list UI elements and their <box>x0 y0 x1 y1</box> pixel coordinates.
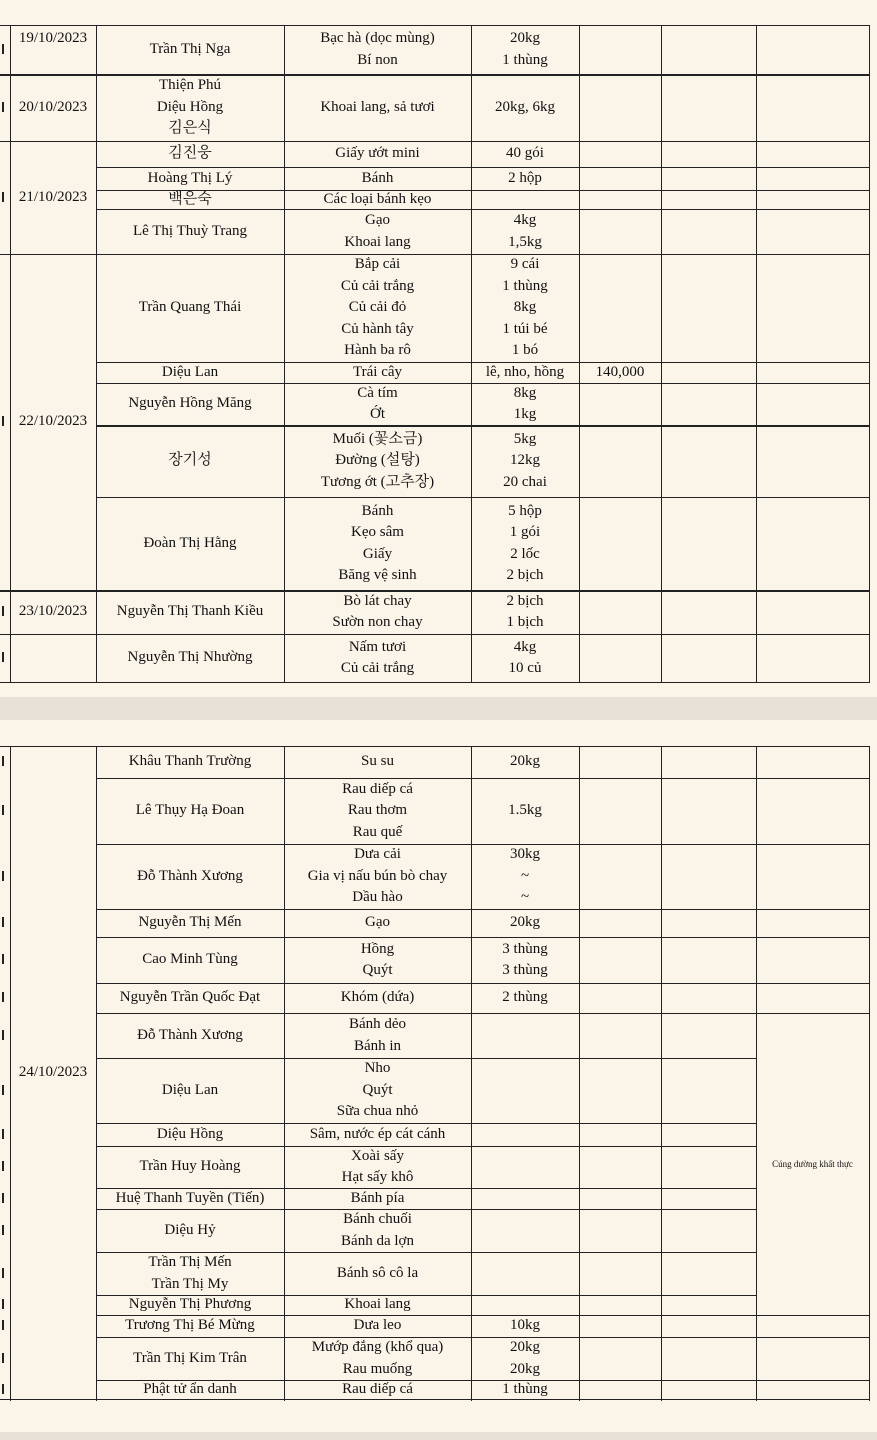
donor-name <box>96 1123 284 1146</box>
quantity <box>471 1188 579 1209</box>
quantity-line: 40 gói <box>506 145 544 162</box>
quantity-line: 4kg <box>513 638 537 655</box>
row-number-mark <box>0 1320 4 1330</box>
donor-name-line: Cao Minh Tùng <box>142 951 238 968</box>
donated-items-line: Bánh dẻo <box>348 1016 407 1032</box>
donor-name <box>96 1380 284 1399</box>
donated-items-line: Sữa chua nhỏ <box>336 1103 419 1120</box>
donor-name <box>96 1188 284 1209</box>
donor-name-line: Nguyễn Thị Thanh Kiều <box>116 603 264 620</box>
donated-items <box>284 254 471 362</box>
donor-name <box>96 209 284 254</box>
donor-name-line: Trần Thị Kim Trân <box>133 1349 247 1366</box>
quantity-line: 20kg <box>510 753 540 770</box>
row-number-mark <box>0 756 4 766</box>
donor-name-line: Nguyễn Thị Mến <box>138 914 242 931</box>
quantity <box>471 937 579 983</box>
donor-name-line: Nguyễn Trần Quốc Đạt <box>119 989 261 1006</box>
donor-name-line: Thiện Phú <box>158 77 222 94</box>
donor-name <box>96 1146 284 1188</box>
donated-items <box>284 425 471 497</box>
quantity-line: 1 thùng <box>502 277 548 294</box>
quantity <box>471 634 579 682</box>
quantity-line: 1 bó <box>511 342 539 359</box>
donor-name-line: Trần Huy Hoàng <box>139 1158 241 1175</box>
quantity-line: 4kg <box>513 212 537 228</box>
donated-items-line: Sâm, nước ép cát cánh <box>309 1125 446 1142</box>
quantity <box>471 1315 579 1337</box>
quantity <box>471 383 579 425</box>
donated-items-line: Kẹo sâm <box>351 524 404 540</box>
donor-name-line: Trần Thị Mến <box>148 1254 232 1270</box>
note-cell <box>756 1013 869 1315</box>
row-number-mark <box>0 917 4 927</box>
quantity-line: 8kg <box>513 384 537 401</box>
donated-items-line: Giấy <box>362 545 393 562</box>
donor-name-line: Diệu Hồng <box>156 98 224 115</box>
row-number-mark <box>0 1193 4 1203</box>
note-cell-line: Cúng dường khất thực <box>772 1158 853 1169</box>
quantity-line: ~ <box>520 889 530 906</box>
quantity <box>471 746 579 778</box>
donor-name-line: Lê Thụy Hạ Đoan <box>135 802 245 819</box>
donated-items-line: Băng vệ sinh <box>338 567 417 583</box>
donor-name <box>96 1295 284 1315</box>
amount-line: 140,000 <box>595 363 645 380</box>
donor-name <box>96 1058 284 1123</box>
donated-items-line: Hành ba rô <box>344 342 411 359</box>
donor-name <box>96 167 284 190</box>
row-number-mark <box>0 992 4 1002</box>
donated-items <box>284 983 471 1013</box>
quantity-line: 20kg <box>510 1339 540 1355</box>
donated-items <box>284 1188 471 1209</box>
donated-items-line: Rau thơm <box>347 802 408 819</box>
donated-items-line: Tương ớt (고추장) <box>320 473 435 490</box>
row-number-mark <box>0 1353 4 1363</box>
quantity-line: 12kg <box>510 452 540 469</box>
row-number-mark <box>0 1129 4 1139</box>
donated-items <box>284 167 471 190</box>
quantity-line: lê, nho, hồng <box>485 363 565 380</box>
donated-items-line: Su su <box>361 753 394 770</box>
donor-name <box>96 74 284 141</box>
donor-name-line: Trương Thị Bé Mừng <box>125 1317 255 1334</box>
quantity-line: 3 thùng <box>502 940 548 957</box>
date-cell-line: 22/10/2023 <box>18 413 88 430</box>
donated-items-line: Củ cải trắng <box>340 660 415 676</box>
date-cell <box>10 590 96 634</box>
donor-name-line: Khâu Thanh Trường <box>128 753 252 770</box>
quantity <box>471 1123 579 1146</box>
page-gap-bottom <box>0 1432 877 1440</box>
quantity-line: 2 bịch <box>506 592 544 609</box>
donated-items <box>284 1337 471 1380</box>
donor-name <box>96 590 284 634</box>
donated-items <box>284 141 471 167</box>
donor-name <box>96 1209 284 1252</box>
donor-name-line: Diệu Lan <box>161 1081 219 1098</box>
donor-name-line: Hoàng Thị Lý <box>147 169 233 186</box>
row-number-mark <box>0 416 4 426</box>
donated-items <box>284 1058 471 1123</box>
donated-items-line: Bánh in <box>353 1037 402 1054</box>
donated-items-line: Nấm tươi <box>348 638 407 655</box>
grid-col-line-3 <box>579 25 580 683</box>
row-number-mark <box>0 954 4 964</box>
row-number-mark <box>0 606 4 616</box>
donor-name-line: 백은숙 <box>168 190 212 207</box>
quantity <box>471 1058 579 1123</box>
grid-col-line-6 <box>869 746 870 1401</box>
quantity-line: ~ <box>520 867 530 884</box>
donated-items-line: Quýt <box>362 1081 393 1098</box>
page-gap <box>0 697 877 720</box>
grid-col-line-4 <box>661 25 662 683</box>
quantity <box>471 254 579 362</box>
quantity-line: 20kg <box>510 914 540 931</box>
quantity <box>471 1380 579 1399</box>
donated-items <box>284 746 471 778</box>
quantity <box>471 1295 579 1315</box>
quantity-line: 2 bịch <box>506 567 544 583</box>
amount <box>579 362 661 383</box>
donor-name <box>96 25 284 74</box>
date-cell <box>10 634 96 682</box>
donated-items <box>284 1315 471 1337</box>
row-number-mark <box>0 44 4 54</box>
donated-items-line: Quýt <box>362 962 393 978</box>
donor-name <box>96 909 284 937</box>
quantity-line: 8kg <box>513 299 537 316</box>
donor-name-line: Nguyễn Thị Phương <box>128 1296 252 1313</box>
date-cell-line: 23/10/2023 <box>18 603 88 620</box>
donor-name <box>96 425 284 497</box>
donor-name <box>96 1337 284 1380</box>
quantity <box>471 497 579 590</box>
donor-name-line: Đỗ Thành Xương <box>137 867 243 884</box>
donated-items <box>284 937 471 983</box>
donated-items <box>284 1252 471 1295</box>
donated-items <box>284 497 471 590</box>
donated-items-line: Cà tím <box>357 384 398 401</box>
donated-items <box>284 190 471 209</box>
donor-name <box>96 634 284 682</box>
date-cell <box>10 74 96 141</box>
quantity <box>471 844 579 909</box>
donor-name <box>96 778 284 844</box>
date-cell <box>10 746 96 1399</box>
donor-name-line: Nguyễn Hồng Măng <box>128 395 252 412</box>
donated-items-line: Đường (설탕) <box>335 452 420 469</box>
row-number-mark <box>0 102 4 112</box>
donated-items <box>284 1123 471 1146</box>
donated-items-line: Bò lát chay <box>343 592 412 609</box>
quantity <box>471 909 579 937</box>
donated-items-line: Mướp đắng (khổ qua) <box>311 1339 444 1355</box>
donor-name <box>96 1013 284 1058</box>
date-cell-line: 24/10/2023 <box>18 1063 88 1080</box>
donated-items-line: Rau quế <box>352 823 403 840</box>
donor-name <box>96 844 284 909</box>
quantity <box>471 74 579 141</box>
donated-items <box>284 1013 471 1058</box>
row-number-mark <box>0 1299 4 1309</box>
donated-items-line: Bạc hà (dọc mùng) <box>320 30 435 46</box>
quantity-line: 5kg <box>513 430 537 447</box>
donated-items-line: Bánh da lợn <box>341 1232 414 1249</box>
donated-items-line: Rau muống <box>342 1360 413 1377</box>
quantity-line: 20kg, 6kg <box>495 98 555 115</box>
quantity-line: 30kg <box>510 846 540 863</box>
donated-items-line: Bí non <box>357 51 398 68</box>
donor-name-line: Diệu Hồng <box>156 1125 224 1142</box>
donated-items <box>284 1380 471 1399</box>
row-number-mark <box>0 1161 4 1171</box>
donated-items-line: Bánh chuối <box>343 1211 412 1227</box>
row-number-mark <box>0 1030 4 1040</box>
donated-items-line: Củ hành tây <box>341 320 414 337</box>
donated-items-line: Khoai lang <box>344 1296 411 1313</box>
donated-items <box>284 778 471 844</box>
donated-items-line: Rau diếp cá <box>342 1380 413 1397</box>
donated-items-line: Hồng <box>360 940 395 957</box>
donated-items-line: Khoai lang <box>344 233 411 250</box>
row-number-mark <box>0 1225 4 1235</box>
quantity-line: 1,5kg <box>508 233 542 250</box>
donated-items-line: Sườn non chay <box>332 614 423 630</box>
grid-col-line-6 <box>869 25 870 683</box>
quantity-line: 2 hộp <box>508 169 542 186</box>
quantity-line: 1kg <box>513 406 537 422</box>
donor-name-line: Trần Thị My <box>151 1275 229 1292</box>
quantity <box>471 1337 579 1380</box>
date-cell <box>10 254 96 590</box>
donor-name-line: Đỗ Thành Xương <box>137 1026 243 1043</box>
donated-items <box>284 74 471 141</box>
date-cell-line: 21/10/2023 <box>18 188 88 205</box>
donor-name-line: 장기성 <box>168 452 212 469</box>
donated-items-line: Bắp cải <box>354 256 401 273</box>
donor-name <box>96 141 284 167</box>
donated-items-line: Ớt <box>370 406 385 422</box>
donation-sheet-bottom <box>0 720 877 1432</box>
donation-sheet-top <box>0 0 877 697</box>
donated-items-line: Bánh sô cô la <box>336 1264 419 1281</box>
grid-row-line-17 <box>0 1399 869 1400</box>
quantity <box>471 1209 579 1252</box>
quantity <box>471 362 579 383</box>
donor-name-line: Diệu Lan <box>161 363 219 380</box>
donated-items-line: Nho <box>364 1060 391 1077</box>
quantity <box>471 778 579 844</box>
donor-name <box>96 383 284 425</box>
date-cell <box>10 25 96 52</box>
date-cell-line: 19/10/2023 <box>18 29 88 46</box>
quantity <box>471 25 579 74</box>
donor-name <box>96 937 284 983</box>
donated-items-line: Rau diếp cá <box>342 780 413 797</box>
donated-items <box>284 1209 471 1252</box>
donated-items-line: Khoai lang, sả tươi <box>320 98 435 115</box>
quantity <box>471 209 579 254</box>
quantity <box>471 190 579 209</box>
donated-items <box>284 1295 471 1315</box>
donor-name-line: Diệu Hỷ <box>164 1221 216 1238</box>
quantity-line: 10kg <box>510 1317 540 1334</box>
donor-name <box>96 983 284 1013</box>
donated-items-line: Các loại bánh kẹo <box>323 190 432 207</box>
donor-name <box>96 362 284 383</box>
donor-name-line: Trần Thị Nga <box>149 40 231 57</box>
quantity-line: 3 thùng <box>502 962 548 978</box>
donor-name <box>96 1252 284 1295</box>
donated-items-line: Giấy ướt mini <box>335 145 420 162</box>
quantity <box>471 167 579 190</box>
donor-name-line: Lê Thị Thuỳ Trang <box>132 222 248 239</box>
quantity-line: 20 chai <box>503 473 547 490</box>
row-number-mark <box>0 192 4 202</box>
donated-items <box>284 1146 471 1188</box>
donor-name-line: 김진웅 <box>168 145 212 162</box>
row-number-mark <box>0 652 4 662</box>
donor-name-line: Phật tử ẩn danh <box>143 1380 237 1397</box>
donated-items-line: Gạo <box>365 914 390 931</box>
donated-items-line: Củ cải đỏ <box>348 299 407 316</box>
donor-name <box>96 190 284 209</box>
quantity-line: 2 thùng <box>502 989 548 1006</box>
donated-items-line: Dưa cải <box>354 846 401 863</box>
quantity-line: 9 cái <box>510 256 540 273</box>
row-number-mark <box>0 871 4 881</box>
donated-items <box>284 209 471 254</box>
donated-items-line: Xoài sấy <box>351 1147 404 1164</box>
date-cell <box>10 141 96 254</box>
quantity-line: 20kg <box>510 30 540 46</box>
donor-name <box>96 746 284 778</box>
donated-items-line: Gạo <box>365 212 390 228</box>
donated-items-line: Trái cây <box>352 363 403 380</box>
donated-items <box>284 25 471 74</box>
donor-name-line: Huệ Thanh Tuyền (Tiến) <box>115 1189 265 1206</box>
donated-items <box>284 844 471 909</box>
quantity <box>471 1146 579 1188</box>
quantity-line: 5 hộp <box>508 502 542 519</box>
quantity-line: 1 bịch <box>506 614 544 630</box>
grid-row-line-13 <box>0 682 869 683</box>
donated-items <box>284 383 471 425</box>
donated-items-line: Củ cải trắng <box>340 277 415 294</box>
donor-name-line: Nguyễn Thị Nhường <box>127 649 253 666</box>
donated-items-line: Khóm (dứa) <box>340 989 415 1006</box>
donated-items <box>284 634 471 682</box>
donated-items-line: Gia vị nấu bún bò chay <box>307 867 448 884</box>
row-number-mark <box>0 805 4 815</box>
donor-name <box>96 254 284 362</box>
quantity-line: 2 lốc <box>510 545 540 562</box>
donor-name <box>96 497 284 590</box>
quantity-line: 1 gói <box>509 524 541 540</box>
donated-items-line: Bánh <box>361 169 394 186</box>
row-number-mark <box>0 1085 4 1095</box>
donated-items-line: Muối (꽃소금) <box>332 430 423 447</box>
donated-items-line: Bánh <box>361 502 394 519</box>
donated-items-line: Hạt sấy khô <box>341 1169 414 1185</box>
quantity-line: 10 củ <box>508 660 542 676</box>
donated-items <box>284 590 471 634</box>
quantity-line: 1 túi bé <box>502 320 548 337</box>
quantity <box>471 983 579 1013</box>
date-cell-line: 20/10/2023 <box>18 98 88 115</box>
donated-items <box>284 362 471 383</box>
row-number-mark <box>0 1268 4 1278</box>
donor-name-line: 김은식 <box>168 120 212 137</box>
quantity <box>471 590 579 634</box>
grid-col-line-5 <box>756 25 757 683</box>
donated-items <box>284 909 471 937</box>
donated-items-line: Dưa leo <box>353 1317 402 1334</box>
donor-name <box>96 1315 284 1337</box>
quantity <box>471 425 579 497</box>
donated-items-line: Bánh pía <box>350 1189 405 1206</box>
quantity-line: 1 thùng <box>502 1380 548 1397</box>
quantity <box>471 1013 579 1058</box>
donor-name-line: Đoàn Thị Hằng <box>143 534 237 551</box>
quantity-line: 20kg <box>510 1360 540 1377</box>
quantity <box>471 1252 579 1295</box>
donated-items-line: Dầu hào <box>352 889 403 906</box>
row-number-mark <box>0 1384 4 1394</box>
quantity-line: 1.5kg <box>508 802 542 819</box>
quantity <box>471 141 579 167</box>
donor-name-line: Trần Quang Thái <box>138 299 242 316</box>
quantity-line: 1 thùng <box>502 51 548 68</box>
